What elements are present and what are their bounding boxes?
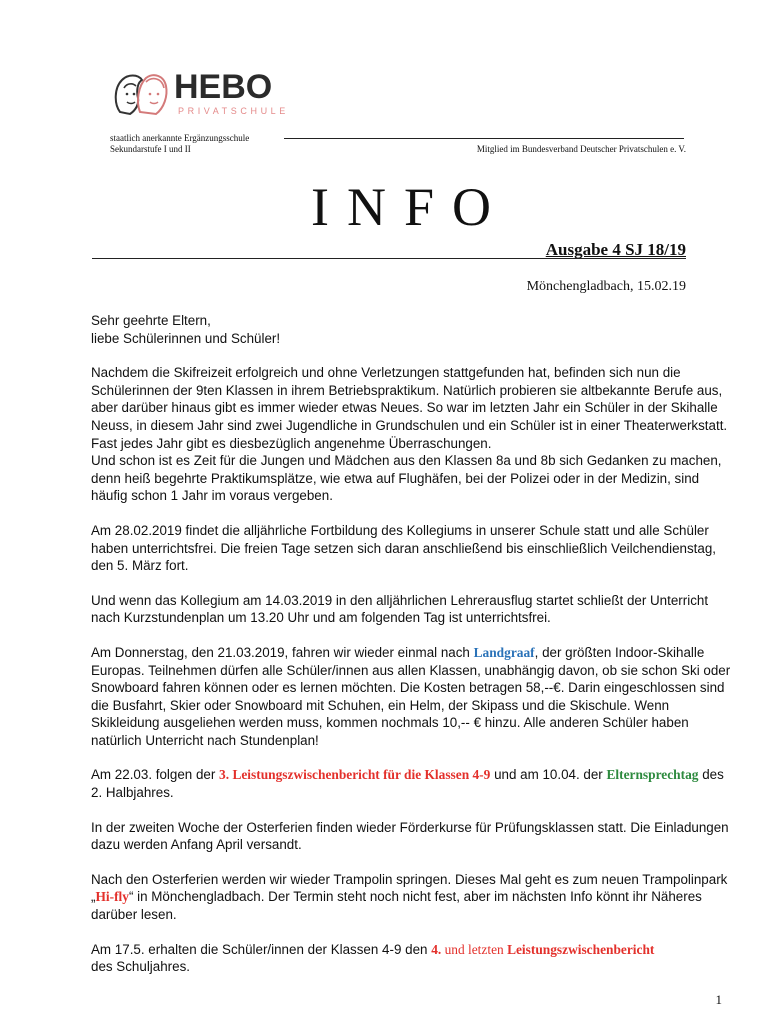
paragraph-report-dates: Am 22.03. folgen der 3. Leistungszwischenbericht für die Klassen 4-9 und am 10.04. der Elternsprechtag des 2. Halbjahres. [91,767,724,801]
paragraph-teacher-trip: Und wenn das Kollegium am 14.03.2019 in den alljährlichen Lehrerausflug startet schließt der Unterricht nach Kurzstundenplan um 13.20 Uhr und am folgenden Tag ist unterrichtsfrei. [91,592,709,626]
paragraph-internship: Nachdem die Skifreizeit erfolgreich und ohne Verletzungen stattgefunden hat, befinden sich nun die Schülerinnen der 9ten Klassen in ihrem Betriebspraktikum. Natürlich probieren sie altbekannte Berufe aus, aber darüber hinaus gibt es immer wieder etwas Neues. So war im letzten Jahr ein Schüler in der Skihalle Neuss, in diesem Jahr sind zwei Jugendliche in Grundschulen und ein Schüler ist in einer Theaterwerkstatt. Fast jedes Jahr gibt es diesbezüglich angenehme Überraschungen. Und schon ist es Zeit für die Jungen und Mädchen aus den Klassen 8a und 8b sich Gedanken zu machen, denn heiß begehrte Praktikumsplätze, wie etwa auf Flughäfen, bei der Polizei oder in der Medizin, sind häufig schon 1 Jahr im voraus vergeben. [91,365,728,504]
letter-date: Mönchengladbach, 15.02.19 [526,279,686,294]
header-divider [284,138,684,139]
accreditation-line-2: Sekundarstufe I und II [110,144,191,154]
faces-logo-icon [110,68,172,120]
page-title: INFO [310,177,509,237]
paragraph-trampoline: Nach den Osterferien werden wir wieder Trampolin springen. Dieses Mal geht es zum neuen Trampolinpark „Hi-fly“ in Mönchengladbach. Der Termin steht noch nicht fest, aber im nächsten Info könnt ihr Näheres darüber lesen. [91,871,728,923]
school-accreditation [110,133,249,155]
logo-wordmark: HEBO [174,68,273,106]
accreditation-line-1: staatlich anerkannte Ergänzungsschule [110,133,250,143]
page-number: 1 [715,992,722,1007]
report-highlight: 3. Leistungszwischenbericht für die Klassen 4-9 [219,767,491,783]
edition-label: Ausgabe 4 SJ 18/19 [545,240,686,259]
landgraaf-link[interactable]: Landgraaf [473,644,535,660]
school-logo [110,64,300,122]
paragraph-training-day: Am 28.02.2019 findet die alljährliche Fortbildung des Kollegiums in unserer Schule statt und alle Schüler haben unterrichtsfrei. Die freien Tage setzen sich daran anschließend bis einschließlich Veilchendienstag, den 5. März fort. [91,522,717,574]
greeting-line-1: Sehr geehrte Eltern, [91,313,211,328]
paragraph-support-courses: In der zweiten Woche der Osterferien finden wieder Förderkurse für Prüfungsklassen statt. Die Einladungen dazu werden Anfang April versandt. [91,819,729,853]
title-divider [92,258,686,259]
logo-subtitle: PRIVATSCHULE [178,106,289,116]
greeting-line-2: liebe Schülerinnen und Schüler! [91,330,281,346]
paragraph-ski-trip: Am Donnerstag, den 21.03.2019, fahren wir wieder einmal nach Landgraaf, der größten Indoor-Skihalle Europas. Teilnehmen dürfen alle Schüler/innen aus allen Klassen, unabhängig davon, ob sie schon Ski oder Snowboard fahren können oder es lernen möchten. Die Kosten betragen 58,--€. Darin eingeschlossen sind die Busfahrt, Skier oder Snowboard mit Schuhen, ein Helm, der Skipass und die Skischule. Wenn Skikleidung ausgeliehen werden muss, kommen nochmals 10,-- € hinzu. Alle anderen Schüler haben natürlich Unterricht nach Stundenplan! [91,644,731,748]
hifly-highlight: Hi-fly [95,889,129,905]
letter-body [91,312,731,993]
greeting [91,312,731,347]
membership-note: Mitglied im Bundesverband Deutscher Privatschulen e. V. [476,144,686,154]
paragraph-final-report: Am 17.5. erhalten die Schüler/innen der Klassen 4-9 den 4. und letzten Leistungszwischenbericht des Schuljahres. [91,941,655,975]
final-report-highlight: Leistungszwischenbericht [507,941,655,957]
parents-day-highlight: Elternsprechtag [606,767,699,783]
